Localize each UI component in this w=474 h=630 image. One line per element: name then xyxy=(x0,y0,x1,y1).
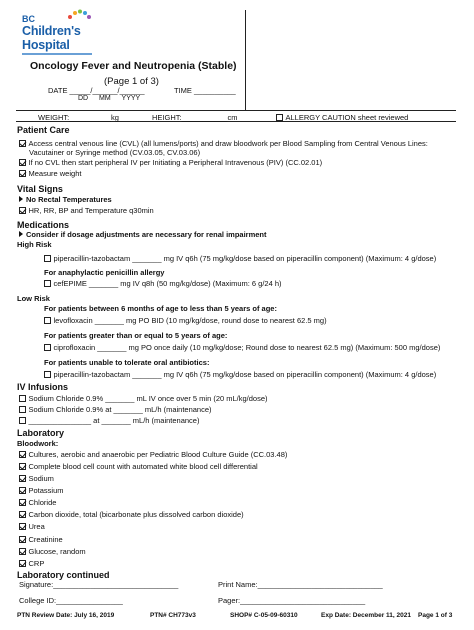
checkbox-checked[interactable] xyxy=(19,523,26,530)
checkbox-checked[interactable] xyxy=(19,499,26,506)
checkbox[interactable] xyxy=(44,344,51,351)
renal-note: Consider if dosage adjustments are necessary for renal impairment xyxy=(19,230,267,239)
med-order-item[interactable]: ciprofloxacin _______ mg PO once daily (10 mg/kg/dose; Round dose to nearest 62.5 mg) (Maximum: 500 mg/dose) xyxy=(44,343,440,352)
vital-signs-heading: Vital Signs xyxy=(17,184,63,194)
lab-order-item[interactable]: Sodium xyxy=(19,474,54,483)
checkbox-checked[interactable] xyxy=(19,511,26,518)
footer-ptn-number: PTN# CH773v3 xyxy=(150,612,196,619)
logo-underline xyxy=(22,53,92,55)
lab-order-item[interactable]: Cultures, aerobic and anaerobic per Pediatric Blood Culture Guide (CC.03.48) xyxy=(19,450,287,459)
vital-signs-item[interactable]: HR, RR, BP and Temperature q30min xyxy=(19,206,154,215)
checkbox[interactable] xyxy=(44,255,51,262)
signature-field[interactable]: Signature:______________________________ xyxy=(19,580,179,589)
lab-order-item[interactable]: Potassium xyxy=(19,486,64,495)
low-risk-label: Low Risk xyxy=(17,294,50,303)
checkbox[interactable] xyxy=(19,417,26,424)
logo-name-line2: Hospital xyxy=(22,38,70,52)
hospital-logo xyxy=(22,10,112,54)
date-field[interactable]: DATE _____/______/______ xyxy=(48,86,145,95)
checkbox-checked[interactable] xyxy=(19,140,26,147)
patient-care-heading: Patient Care xyxy=(17,125,70,135)
checkbox[interactable] xyxy=(19,406,26,413)
checkbox-checked[interactable] xyxy=(19,548,26,555)
checkbox-checked[interactable] xyxy=(19,560,26,567)
med-order-item[interactable]: piperacillin-tazobactam _______ mg IV q6h (75 mg/kg/dose based on piperacillin component) (Maximum: 4 g/dose) xyxy=(44,370,436,379)
footer-review-date: PTN Review Date: July 16, 2019 xyxy=(17,612,115,619)
checkbox-checked[interactable] xyxy=(19,207,26,214)
checkbox-checked[interactable] xyxy=(19,487,26,494)
lab-order-item[interactable]: Carbon dioxide, total (bicarbonate plus dissolved carbon dioxide) xyxy=(19,510,244,519)
iv-order-item[interactable]: Sodium Chloride 0.9% at _______ mL/h (maintenance) xyxy=(19,405,212,414)
checkbox-checked[interactable] xyxy=(19,536,26,543)
checkbox[interactable] xyxy=(44,371,51,378)
medications-heading: Medications xyxy=(17,220,70,230)
allergy-caution-label: ALLERGY CAUTION sheet reviewed xyxy=(285,113,409,122)
pager-field[interactable]: Pager:______________________________ xyxy=(218,596,366,605)
lab-order-item[interactable]: Complete blood cell count with automated white blood cell differential xyxy=(19,462,258,471)
lab-order-item[interactable]: Urea xyxy=(19,522,45,531)
allergy-caution-row[interactable] xyxy=(276,113,408,122)
age-group-label: For patients greater than or equal to 5 years of age: xyxy=(44,331,228,340)
form-subtitle: (Page 1 of 3) xyxy=(104,76,159,87)
bullet-arrow-icon xyxy=(19,196,23,202)
iv-order-item[interactable]: Sodium Chloride 0.9% _______ mL IV once over 5 min (20 mL/kg/dose) xyxy=(19,394,268,403)
patient-care-item[interactable]: If no CVL then start peripheral IV per Initiating a Peripheral Intravenous (PIV) (CC.02.01) xyxy=(19,158,322,167)
print-name-field[interactable]: Print Name:______________________________ xyxy=(218,580,383,589)
height-field[interactable]: HEIGHT:___________cm xyxy=(152,113,238,122)
age-group-label: For patients between 6 months of age to less than 5 years of age: xyxy=(44,304,277,313)
anaphylactic-label: For anaphylactic penicillin allergy xyxy=(44,268,165,277)
iv-infusions-heading: IV Infusions xyxy=(17,382,69,392)
vital-signs-note: No Rectal Temperatures xyxy=(19,195,112,204)
bullet-arrow-icon xyxy=(19,231,23,237)
lab-order-item[interactable]: Chloride xyxy=(19,498,56,507)
weight-row-top-rule xyxy=(16,110,456,111)
iv-order-item[interactable]: _______________ at _______ mL/h (maintenance) xyxy=(19,416,199,425)
date-format-label: DD MM YYYY xyxy=(78,95,141,102)
sun-logo-icon xyxy=(66,9,92,21)
lab-order-item[interactable]: Creatinine xyxy=(19,535,63,544)
logo-name-line1: Children's xyxy=(22,24,81,38)
form-title: Oncology Fever and Neutropenia (Stable) xyxy=(30,60,237,72)
checkbox-checked[interactable] xyxy=(19,463,26,470)
patient-care-item[interactable]: Measure weight xyxy=(19,169,81,178)
med-order-item[interactable]: cefEPIME _______ mg IV q8h (50 mg/kg/dose) (Maximum: 6 g/24 h) xyxy=(44,279,282,288)
laboratory-heading: Laboratory xyxy=(17,428,65,438)
patient-care-item[interactable]: Access central venous line (CVL) (all lumens/ports) and draw bloodwork per Blood Sampling from Central Venous Lines: xyxy=(19,139,428,148)
lab-order-item[interactable]: Glucose, random xyxy=(19,547,86,556)
checkbox-checked[interactable] xyxy=(19,451,26,458)
checkbox-checked[interactable] xyxy=(19,475,26,482)
med-order-item[interactable]: levofloxacin _______ mg PO BID (10 mg/kg/dose, round dose to nearest 62.5 mg) xyxy=(44,316,327,325)
weight-field[interactable]: WEIGHT:__________kg xyxy=(38,113,119,122)
lab-order-item[interactable]: CRP xyxy=(19,559,44,568)
checkbox-checked[interactable] xyxy=(19,159,26,166)
checkbox[interactable] xyxy=(19,395,26,402)
med-order-item[interactable]: piperacillin-tazobactam _______ mg IV q6h (75 mg/kg/dose based on piperacillin component) (Maximum: 4 g/dose) xyxy=(44,254,436,263)
checkbox[interactable] xyxy=(44,317,51,324)
footer-shop-number: SHOP# C-05-09-60310 xyxy=(230,612,298,619)
checkbox-checked[interactable] xyxy=(19,170,26,177)
bloodwork-label: Bloodwork: xyxy=(17,439,59,448)
header-divider xyxy=(245,10,246,110)
time-field[interactable]: TIME __________ xyxy=(174,86,236,95)
high-risk-label: High Risk xyxy=(17,240,52,249)
lab-continued-heading: Laboratory continued xyxy=(17,570,110,580)
footer-page-number: Page 1 of 3 xyxy=(418,612,453,619)
logo-bc: BC xyxy=(22,14,35,24)
no-oral-label: For patients unable to tolerate oral antibiotics: xyxy=(44,358,210,367)
college-id-field[interactable]: College ID:________________ xyxy=(19,596,123,605)
checkbox[interactable] xyxy=(44,280,51,287)
footer-exp-date: Exp Date: December 11, 2021 xyxy=(321,612,411,619)
allergy-checkbox[interactable] xyxy=(276,114,283,121)
patient-care-item-continued: Vacutainer or Syringe method (CV.03.05, CV.03.06) xyxy=(29,148,201,157)
